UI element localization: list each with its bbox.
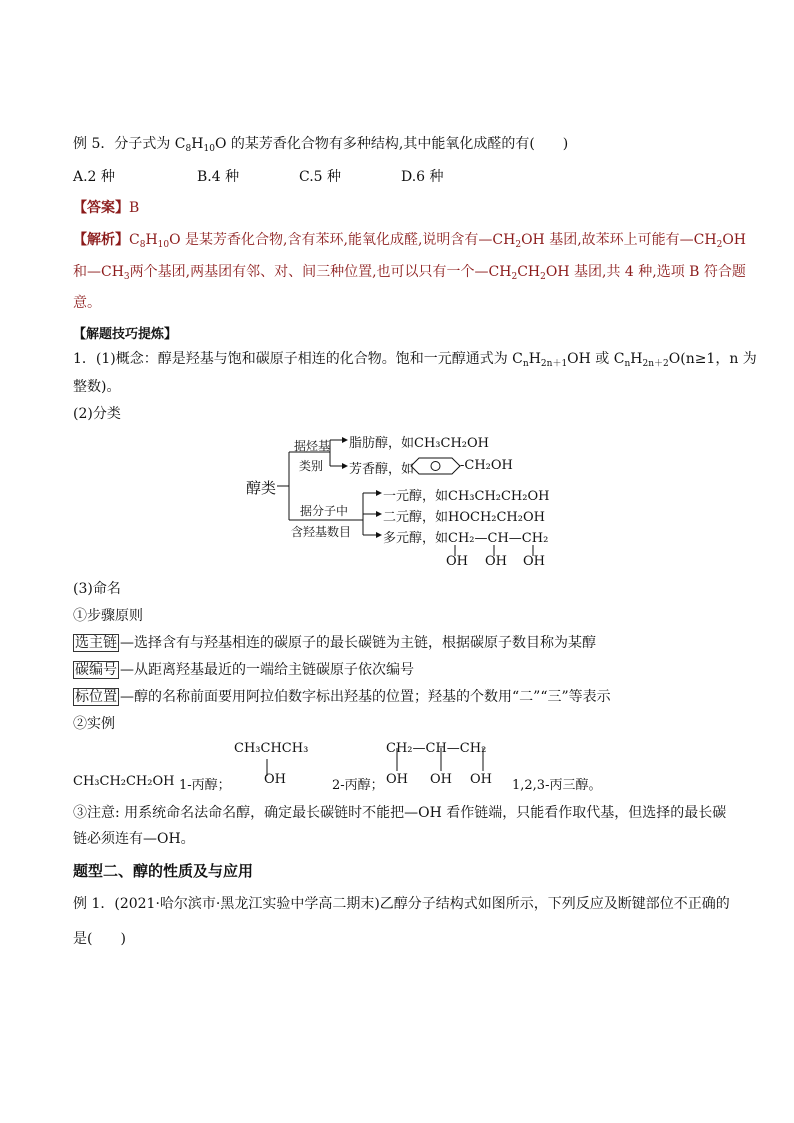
option-d: D.6 种 — [401, 169, 444, 185]
polyol-oh-1: OH — [446, 554, 468, 569]
analysis-line-2: 和$—CH_3$两个基团,两基团有邻、对、间三种位置,也可以只有一个$—CH_2CH_2OH$ 基团,共 4 种,选项 B 符合题 — [73, 264, 746, 282]
example-3-oh-2: OH — [430, 772, 452, 787]
example-3-oh-3: OH — [470, 772, 492, 787]
polyhydric-alcohol: 多元醇，如CH₂—CH—CH₂ — [383, 531, 549, 546]
example5-question: 例 5．分子式为 $C_8H_{10}O$ 的某芳香化合物有多种结构,其中能氧化成醛的有( ) — [73, 136, 569, 154]
branch2-label-top: 据分子中 — [300, 504, 349, 518]
diagram-root: 醇类 — [246, 479, 277, 497]
answer-line: 【答案】B — [73, 200, 140, 216]
examples-heading: ②实例 — [73, 716, 115, 732]
example-2-name: 2-丙醇； — [332, 778, 384, 793]
naming-heading: (3)命名 — [73, 581, 121, 597]
polyol-oh-3: OH — [523, 554, 545, 569]
rule-main-chain: 选主链 —选择含有与羟基相连的碳原子的最长碳链为主链，根据碳原子数目称为某醇 — [75, 635, 596, 651]
dihydric-alcohol: 二元醇，如HOCH₂CH₂OH — [383, 510, 545, 525]
example-3-name: 1,2,3-丙三醇。 — [512, 778, 602, 793]
rule-numbering: 碳编号 —从距离羟基最近的一端给主链碳原子依次编号 — [75, 662, 414, 678]
section2-question-line-2: 是( ) — [73, 931, 126, 947]
branch1-label-top: 据烃基 — [294, 439, 331, 453]
tips-title: 【解题技巧提炼】 — [73, 327, 178, 342]
section2-question-line-1: 例 1．(2021·哈尔滨市·黑龙江实验中学高二期末)乙醇分子结构式如图所示，下列反应及断键部位不正确的 — [73, 896, 730, 912]
example-1-propanol: CH₃CH₂CH₂OH — [73, 774, 175, 789]
monohydric-alcohol: 一元醇，如CH₃CH₂CH₂OH — [383, 489, 550, 504]
polyol-oh-2: OH — [485, 554, 507, 569]
example-3-oh-1: OH — [386, 772, 408, 787]
rule-position: 标位置 —醇的名称前面要用阿拉伯数字标出羟基的位置；羟基的个数用“二”“三”等表示 — [75, 689, 611, 705]
example-2-oh: OH — [264, 772, 286, 787]
example-3-formula: CH₂—CH—CH₂ — [386, 741, 487, 756]
branch2-label-bottom: 含羟基数目 — [291, 525, 352, 539]
section-title: 题型二、醇的性质及与应用 — [73, 862, 254, 880]
aromatic-alcohol-tail: -CH₂OH — [460, 458, 513, 473]
naming-principles: ①步骤原则 — [73, 608, 143, 624]
analysis-line-3: 意。 — [73, 295, 101, 311]
classification-heading: (2)分类 — [73, 406, 121, 422]
option-b: B.4 种 — [197, 169, 240, 185]
note-line-2: 链必须连有—OH。 — [73, 831, 195, 847]
option-c: C.5 种 — [299, 169, 342, 185]
branch1-label-bottom: 类别 — [299, 459, 324, 473]
analysis-line-1: 【解析】$C_8H_{10}O$ 是某芳香化合物,含有苯环,能氧化成醛,说明含有$—CH_2OH$ 基团,故苯环上可能有$—CH_2OH$ — [73, 232, 746, 250]
option-a: A.2 种 — [73, 169, 115, 185]
note-line-1: ③注意: 用系统命名法命名醇，确定最长碳链时不能把—OH 看作链端，只能看作取代基，但选择的最长碳 — [73, 805, 727, 821]
aliphatic-alcohol: 脂肪醇，如CH₃CH₂OH — [349, 436, 489, 451]
concept-line-2: 整数)。 — [73, 379, 121, 395]
aromatic-alcohol: 芳香醇，如 — [349, 462, 415, 477]
example-1-name: 1-丙醇； — [179, 778, 231, 793]
concept-line-1: 1．(1)概念：醇是羟基与饱和碳原子相连的化合物。饱和一元醇通式为 $C_nH_{2n+1}OH$ 或 $C_nH_{2n+2}O(n\ge 1$，n 为 — [73, 351, 757, 369]
example-2-formula: CH₃CHCH₃ — [234, 741, 309, 756]
